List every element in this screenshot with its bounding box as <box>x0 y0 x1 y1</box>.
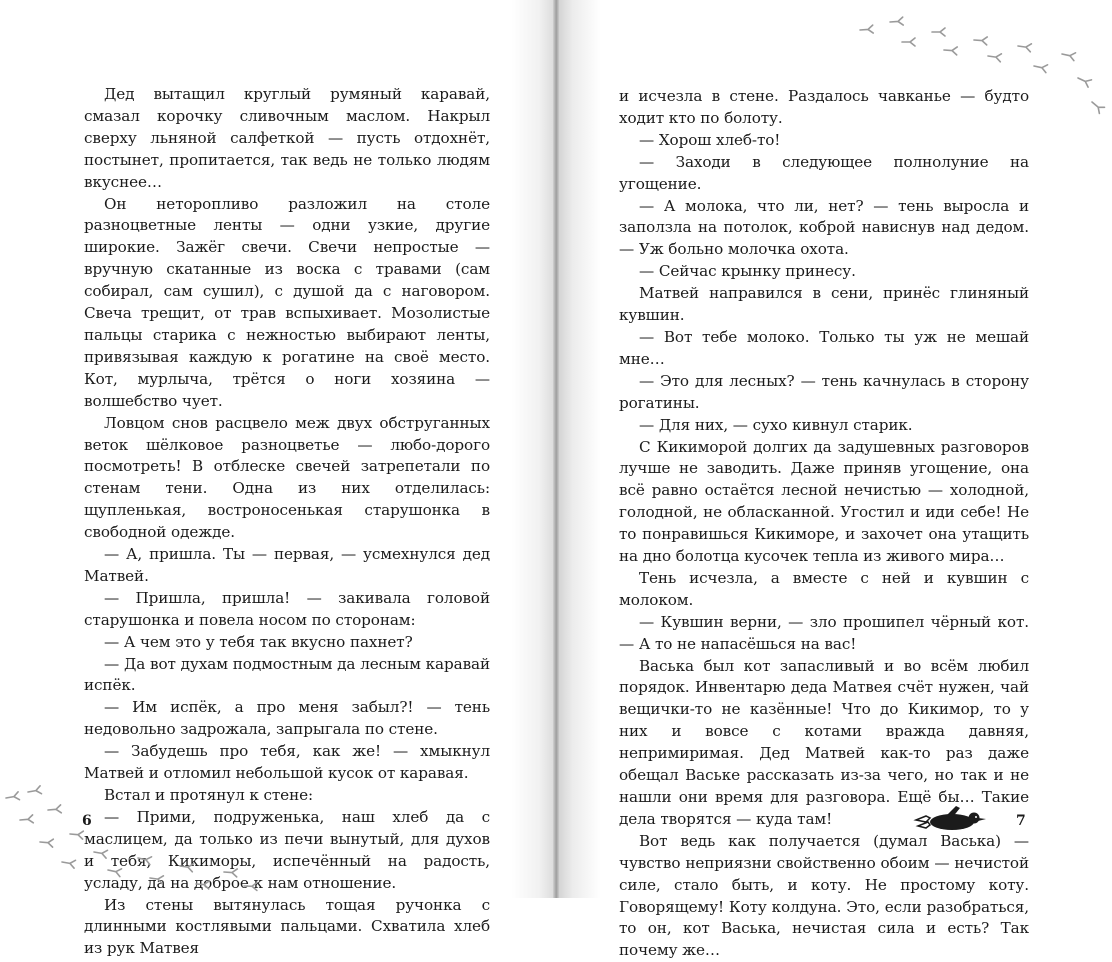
paragraph: — Им испёк, а про меня забыл?! — тень недовольно задрожала, запрыгала по стене. <box>84 698 490 739</box>
paragraph: — А чем это у тебя так вкусно пахнет? <box>104 632 413 651</box>
paragraph: — А, пришла. Ты — первая, — усмехнулся дед Матвей. <box>84 545 490 585</box>
paragraph: — Забудешь про тебя, как же! — хмыкнул Матвей и отломил небольшой кусок от каравая. <box>84 742 490 783</box>
left-page <box>0 0 556 958</box>
paragraph: — Кувшин верни, — зло прошипел чёрный кот. — А то не напасёшься на вас! <box>619 612 1029 653</box>
paragraph: Ловцом снов расцвело меж двух обструганных веток шёлковое разноцветье — любо-дорого посмотреть! В отблеске свечей затрепетали по стенам тени. Одна из них отделилась: щупленькая, востроносенькая старушонка в свободной одежде. <box>84 413 490 542</box>
paragraph: С Кикиморой долгих да задушевных разговоров лучше не заводить. Даже приняв угощение, она всё равно остаётся лесной нечистью — холодной, голодной, не обласканной. Угостил и иди себе! Не то понравишься Кикиморе, и захочет она утащить на дно болотца кусочек тепла из живого мира… <box>619 437 1029 566</box>
paragraph: — Пришла, пришла! — закивала головой старушонка и повела носом по сторонам: <box>84 588 490 629</box>
paragraph: — А молока, что ли, нет? — тень выросла и заползла на потолок, коброй нависнув над дедом. — Уж больно молочка охота. <box>619 196 1029 259</box>
paragraph: — Заходи в следующее полнолуние на угощение. <box>619 152 1029 193</box>
right-page <box>556 0 1112 960</box>
paragraph: — Прими, подруженька, наш хлеб да с маслицем, да только из печи вынутый, для духов и тебя, Кикиморы, испечённый на радость, усладу, да на доброе к нам отношение. <box>84 807 490 892</box>
paragraph: Матвей направился в сени, принёс глиняный кувшин. <box>619 284 1029 325</box>
paragraph: Дед вытащил круглый румяный каравай, смазал корочку сливочным маслом. Накрыл сверху льняной салфеткой — пусть отдохнёт, постынет, пропитается, так ведь не только людям вкуснее… <box>84 85 490 191</box>
paragraph: Тень исчезла, а вместе с ней и кувшин с молоком. <box>619 568 1029 609</box>
paragraph: Встал и протянул к стене: <box>104 786 313 804</box>
paragraph: — Вот тебе молоко. Только ты уж не мешай мне… <box>619 327 1029 368</box>
paragraph: и исчезла в стене. Раздалось чавканье — будто ходит кто по болоту. <box>619 87 1029 127</box>
page-number: 7 <box>1016 813 1026 829</box>
paragraph: — Хорош хлеб-то! <box>639 130 781 149</box>
book-spine-shadow <box>553 0 559 898</box>
paragraph: Из стены вытянулась тощая ручонка с длинными костлявыми пальцами. Схватила хлеб из рук Матвея <box>84 895 490 958</box>
paragraph: Он неторопливо разложил на столе разноцветные ленты — одни узкие, другие широкие. Зажёг свечи. Свечи непростые — вручную скатанные из воска с травами (сам собирал, сам сушил), с душой да с наговором. Свеча трещит, от трав вспыхивает. Мозолистые пальцы старика с нежностью выбирают ленты, привязывая каждую к рогатине на своё место. Кот, мурлыча, трётся о ноги хозяина — волшебство чует. <box>84 194 490 410</box>
crow-icon <box>912 800 988 836</box>
page-number: 6 <box>82 813 92 829</box>
paragraph: — Это для лесных? — тень качнулась в сторону рогатины. <box>619 371 1029 412</box>
paragraph: Васька был кот запасливый и во всём любил порядок. Инвентарю деда Матвея счёт нужен, чай вещички-то не казённые! Что до Кикимор, то у них и вовсе с котами вражда давняя, непримиримая. Дед Матвей как-то раз даже обещал Ваське рассказать из-за чего, но так и не нашли они время для разговора. Ещё бы… Такие дела творятся — куда там! <box>619 656 1029 828</box>
paragraph: — Для них, — сухо кивнул старик. <box>639 415 913 434</box>
bird-tracks-icon <box>0 786 280 898</box>
paragraph: Вот ведь как получается (думал Васька) — чувство неприязни свойственно обоим — нечистой силе, стало быть, и коту. Не простому коту. Говорящему! Коту колдуна. Это, если разобраться, то он, кот Васька, нечистая сила и есть? Так почему же… <box>619 831 1029 960</box>
paragraph: — Да вот духам подмостным да лесным каравай испёк. <box>84 654 490 695</box>
paragraph: — Сейчас крынку принесу. <box>639 262 856 281</box>
